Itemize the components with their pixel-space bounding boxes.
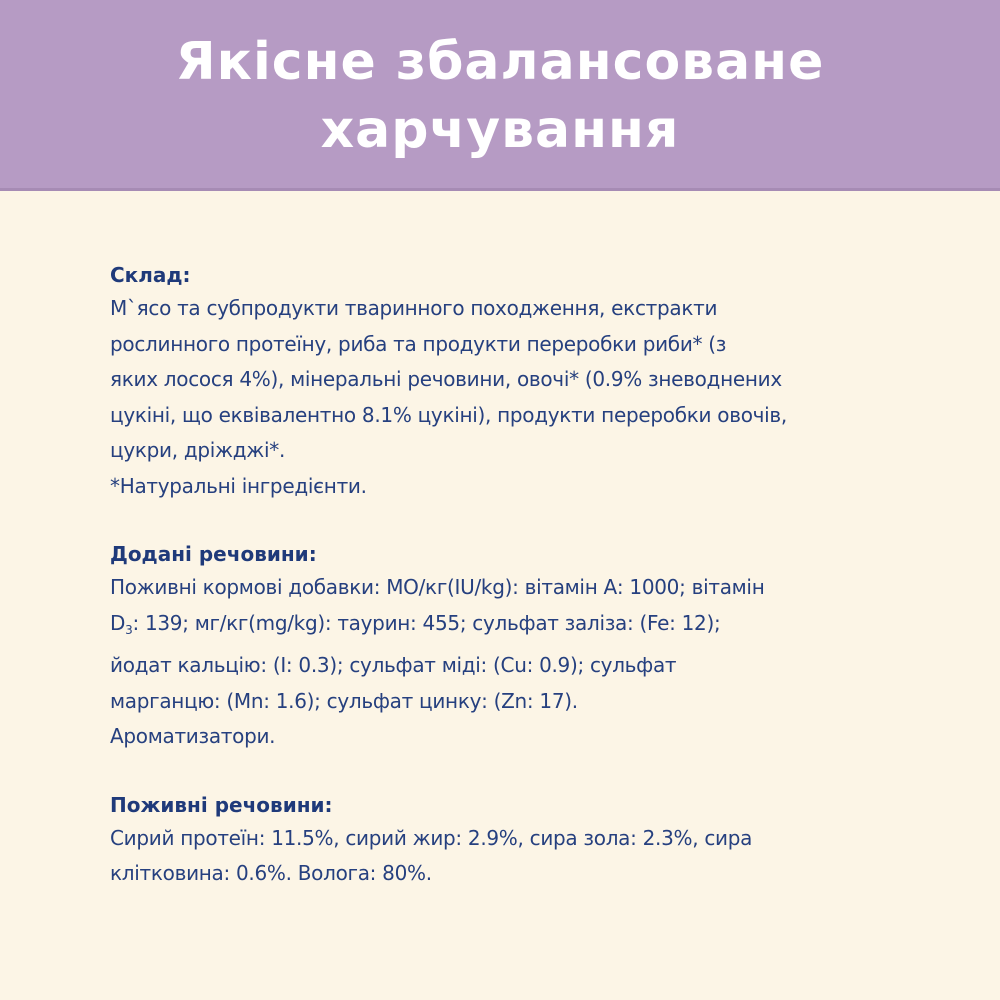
- composition-line: рослинного протеїну, риба та продукти переробки риби* (з: [110, 331, 727, 356]
- composition-line: М`ясо та субпродукти тваринного походження, екстракти: [110, 296, 718, 320]
- composition-section: [110, 259, 910, 504]
- additives-line: йодат кальцію: (I: 0.3); сульфат міді: (Cu: 0.9); сульфат: [110, 653, 677, 677]
- composition-line: цукри, дріжджі*.: [110, 438, 285, 462]
- composition-line: яких лосося 4%), мінеральні речовини, овочі* (0.9% зневоднених: [110, 367, 782, 391]
- title-line-2: харчування: [320, 100, 680, 160]
- composition-line: цукіні, що еквівалентно 8.1% цукіні), продукти переробки овочів,: [110, 402, 787, 427]
- flavourings-line: Ароматизатори.: [110, 724, 276, 748]
- additives-line-rest: : 139; мг/кг(mg/kg): таурин: 455; сульфат заліза: (Fe: 12);: [132, 610, 721, 635]
- natural-ingredients-note: *Натуральні інгредієнти.: [110, 473, 367, 498]
- additives-line: марганцю: (Mn: 1.6); сульфат цинку: (Zn: 17).: [110, 688, 578, 713]
- vitamin-d-subscript: 3: [125, 622, 133, 637]
- title-line-1: Якісне збалансоване: [175, 32, 825, 92]
- composition-text: [110, 291, 910, 504]
- nutrients-section: [110, 789, 910, 892]
- composition-heading: Склад:: [110, 263, 191, 287]
- additives-heading: Додані речовини:: [110, 542, 317, 566]
- nutrients-text: [110, 821, 910, 892]
- page-title: [150, 28, 850, 164]
- additives-line: [110, 606, 910, 649]
- content-area: [110, 259, 910, 926]
- nutrients-heading: Поживні речовини:: [110, 792, 333, 817]
- additives-text: [110, 570, 910, 755]
- header-banner: [0, 0, 1000, 191]
- vitamin-d-symbol: D: [110, 610, 126, 635]
- nutrients-line: Сирий протеїн: 11.5%, сирий жир: 2.9%, сира зола: 2.3%, сира: [110, 825, 753, 850]
- additives-line: Поживні кормові добавки: МО/кг(IU/kg): вітамін А: 1000; вітамін: [110, 575, 765, 599]
- additives-section: [110, 538, 910, 755]
- nutrients-line: клітковина: 0.6%. Волога: 80%.: [110, 861, 432, 885]
